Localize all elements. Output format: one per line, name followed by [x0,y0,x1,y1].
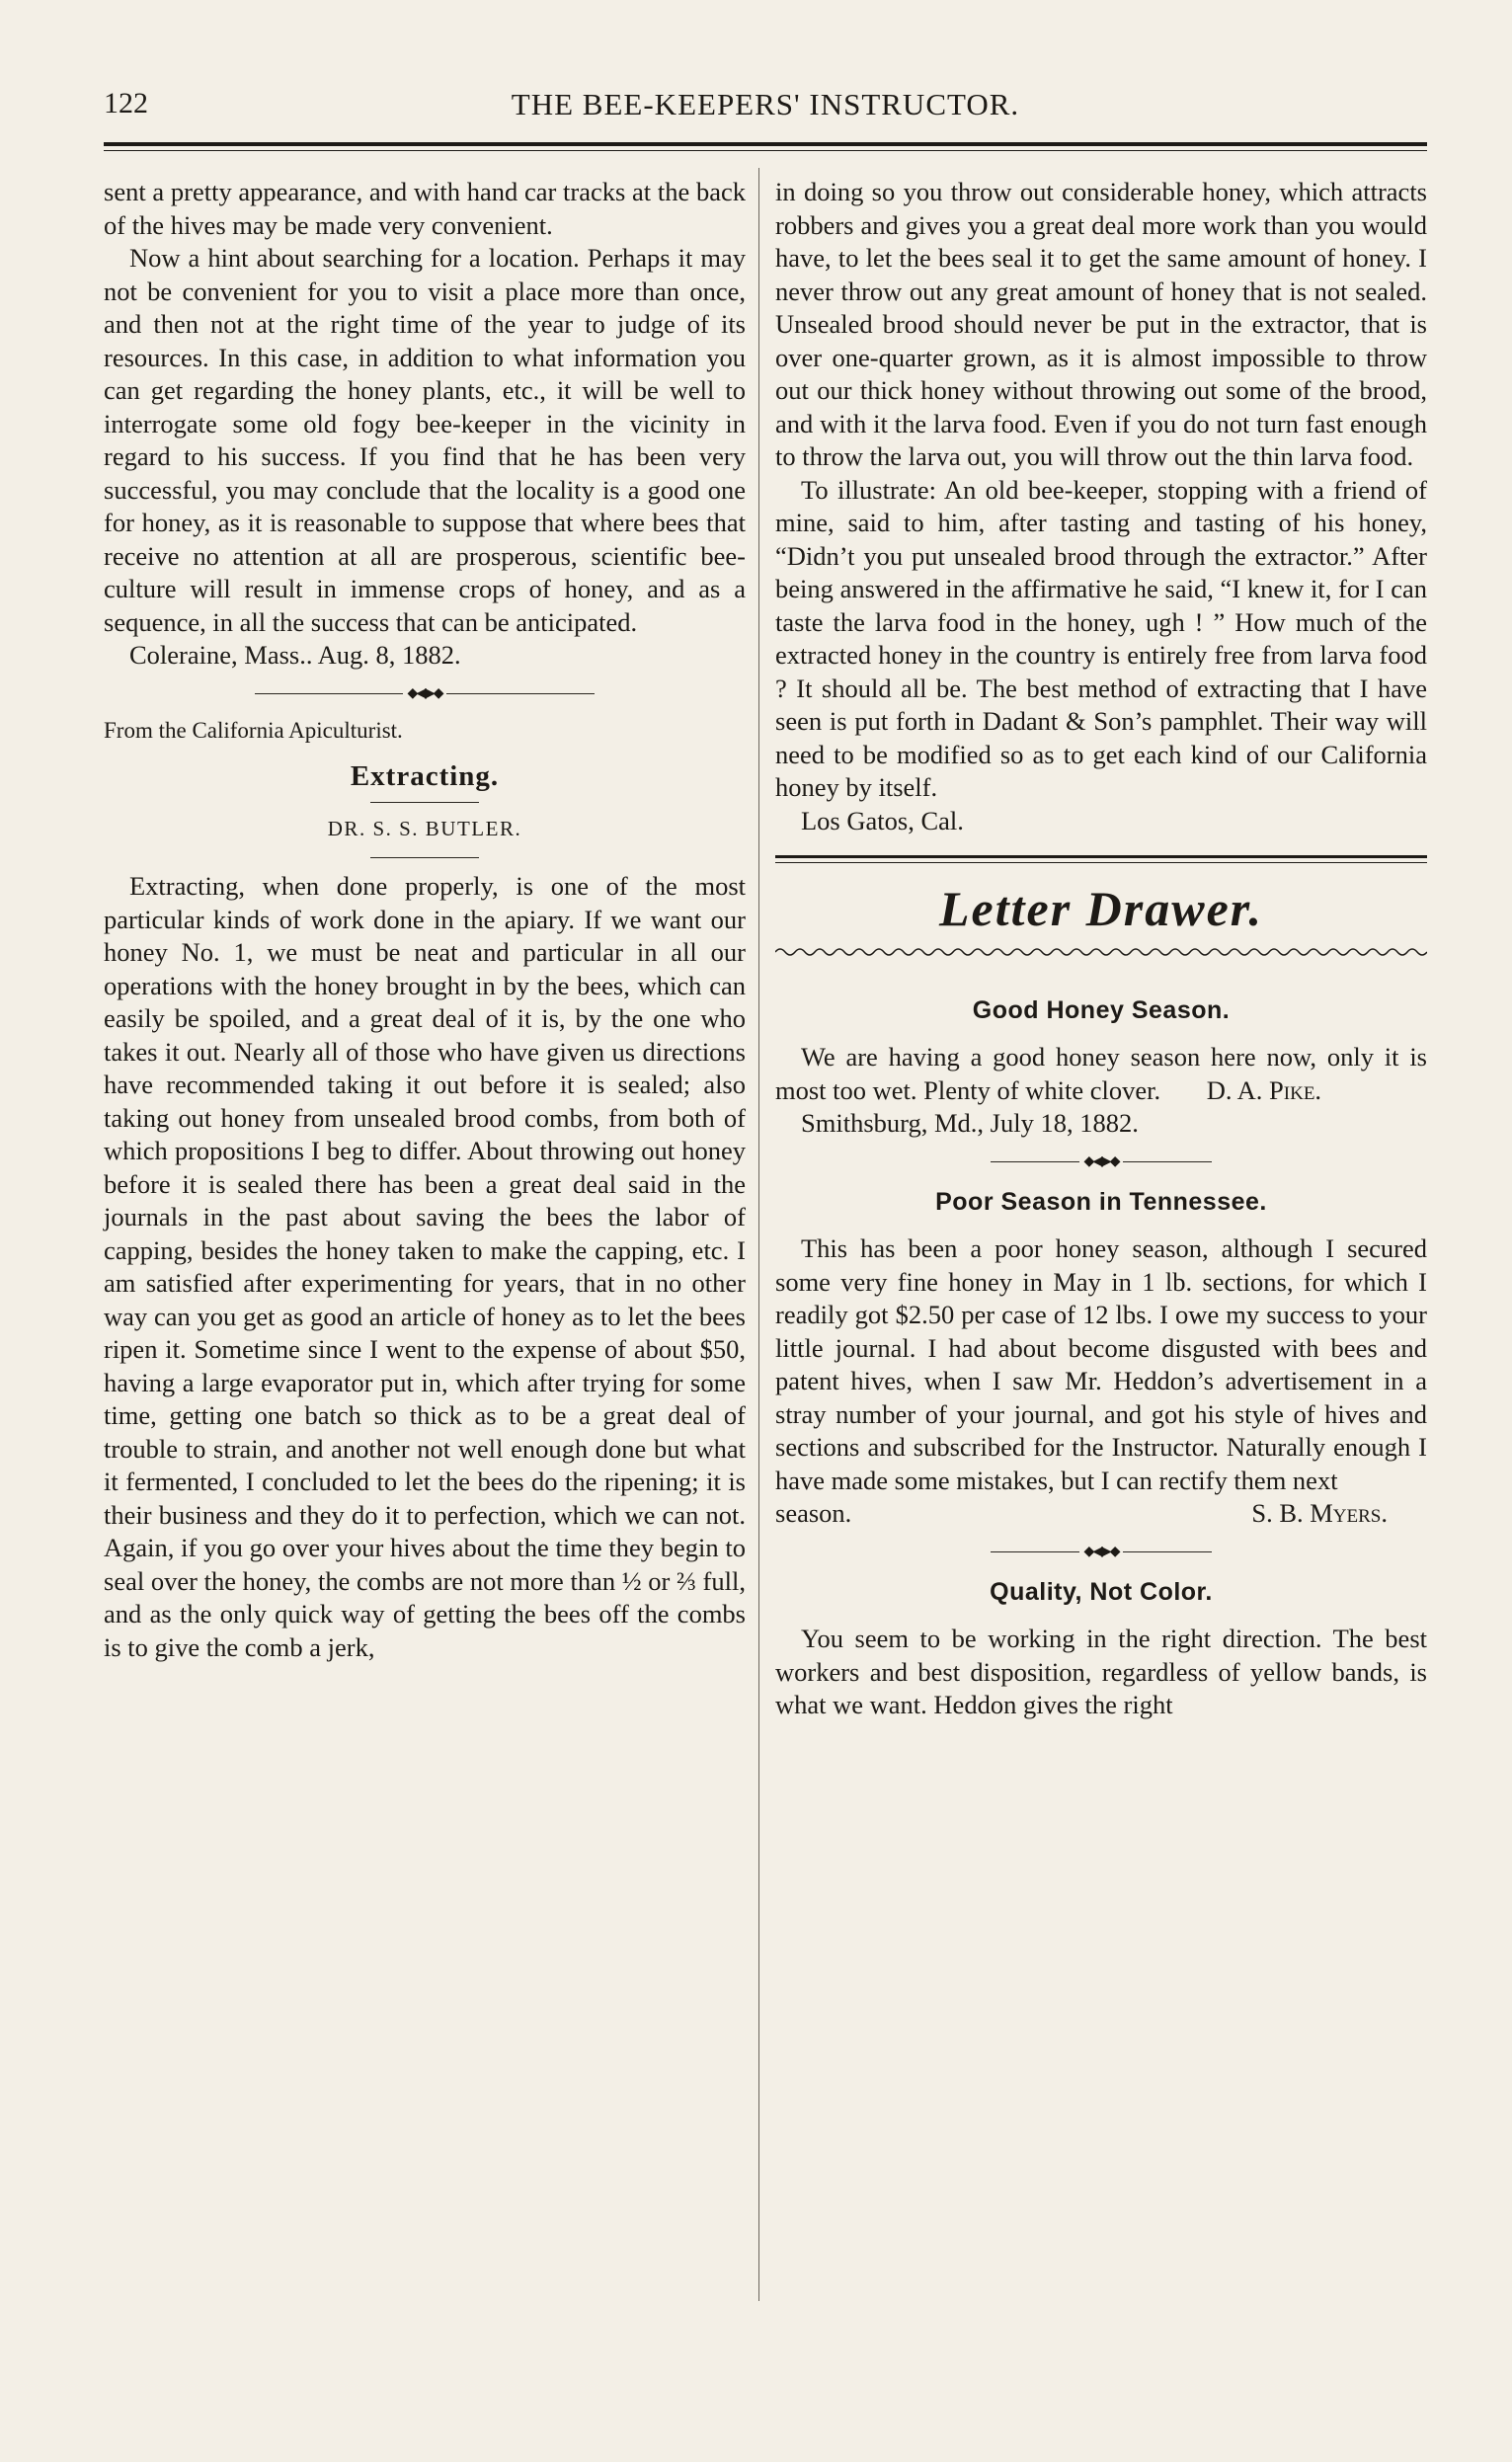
title-rule [370,802,479,803]
letter-last-line: season. [775,1498,852,1528]
section-title: Letter Drawer. [939,881,1263,936]
byline: DR. S. S. BUTLER. [327,816,522,840]
letter-signature: S. B. Myers. [1251,1498,1388,1528]
paragraph: sent a pretty appearance, and with hand car tracks at the back of the hives may be made very convenient. [104,177,746,240]
paragraph: Extracting, when done properly, is one of the most particular kinds of work done in the apiary. If we want our honey No. 1, we must be neat and particular in all our operations with the honey brought in by the bees, which can easily be spoiled, and a great deal of it is, by the one who takes it out. Nearly all of those who have given us directions have recommended taking it out before it is sealed; also taking out honey from unsealed brood combs, from both of which propositions I beg to differ. About throwing out honey before it is sealed there has been a great deal said in the journals in the past about saving the bees the labor of capping, besides the honey taken to make the capping, etc. I am satisfied after experimenting for years, that in no other way can you get as good an article of honey as to let the bees ripen it. Sometime since I went to the expense of about $50, having a large evaporator put in, which after trying for some time, getting one batch so thick as to be a great deal of trouble to strain, and another not well enough done but what it fermented, I concluded to let the bees do the ripening; it is their business and they do it to perfection, which we can not. Again, if you go over your hives about the time they begin to seal over the honey, the combs are not more than ½ or ⅔ full, and as the only quick way of getting the bees off the combs is to give the comb a jerk, [104,871,746,1662]
letter-heading: Quality, Not Color. [990,1577,1213,1606]
running-title: THE BEE-KEEPERS' INSTRUCTOR. [511,87,1020,121]
letter-body: We are having a good honey season here now, only it is most too wet. Plenty of white clover. D. A. Pike. [775,1042,1427,1105]
left-column [104,176,746,1664]
letter-heading: Good Honey Season. [972,995,1231,1024]
byline-rule [370,857,479,858]
column-divider [758,168,759,2301]
letter-body: You seem to be working in the right direction. The best workers and best disposition, regardless of yellow bands, is what we want. Heddon gives the right [775,1624,1427,1719]
section-rule-thick [775,855,1427,858]
paragraph: in doing so you throw out considerable honey, which attracts robbers and gives you a great deal more work than you would have, to let the bees seal it to get the same amount of honey. I never throw out any great amount of honey that is not sealed. Unsealed brood should never be put in the extractor, that is over one-quarter grown, as it is almost impossible to throw out our thick honey without throwing out some of the brood, and with it the larva food. Even if you do not turn fast enough to throw the larva out, you will throw out the thin larva food. [775,177,1427,471]
letter-body: This has been a poor honey season, although I secured some very fine honey in May in 1 lb. sections, for which I readily got $2.50 per case of 12 lbs. I owe my success to your little journal. I had about become disgusted with bees and patent hives, when I saw Mr. Heddon’s advertisement in a stray number of your journal, and got his style of hives and sections and subscribed for the Instructor. Naturally enough I have made some mistakes, but I can rectify them next [775,1233,1427,1495]
header-rule-thick [104,142,1427,146]
section-rule-thin [775,862,1427,863]
ornament-divider: ◆◀▶◆ [775,1152,1427,1172]
ornament-divider: ◆◀▶◆ [104,684,746,704]
page-header [104,87,1427,126]
article-title: Extracting. [350,760,500,792]
letter-signature-line [775,1497,1427,1531]
source-credit: From the California Apiculturist. [104,717,403,743]
letter-heading: Poor Season in Tennessee. [935,1187,1267,1216]
right-column [775,176,1427,1722]
wavy-rule [775,946,1427,958]
dateline: Los Gatos, Cal. [801,805,964,835]
header-rule-thin [104,150,1427,151]
letter-signature: D. A. Pike. [1206,1074,1322,1105]
dateline: Coleraine, Mass.. Aug. 8, 1882. [129,640,461,670]
paragraph: To illustrate: An old bee-keeper, stopping with a friend of mine, said to him, after tasting and tasting of his honey, “Didn’t you put unsealed brood through the extractor.” After being answered in the affirmative he said, “I knew it, for I can taste the larva food in the honey, ugh ! ” How much of the extracted honey in the country is entirely free from larva food ? It should all be. The best method of extracting that I have seen is put forth in Dadant & Son’s pamphlet. Their way will need to be modified so as to get each kind of our California honey by itself. [775,474,1427,802]
dateline: Smithsburg, Md., July 18, 1882. [801,1108,1139,1138]
paragraph: Now a hint about searching for a location. Perhaps it may not be convenient for you to visit a place more than once, and then not at the right time of the year to judge of its resources. In this case, in addition to what information you can get regarding the honey plants, etc., it will be well to interrogate some old fogy bee-keeper in the vicinity in regard to his success. If you find that he has been very successful, you may conclude that the locality is a good one for honey, as it is reasonable to suppose that where bees that receive no attention at all are prosperous, scientific bee-culture will result in immense crops of honey, and as a sequence, in all the success that can be anticipated. [104,243,746,637]
ornament-divider: ◆◀▶◆ [775,1543,1427,1562]
page-number: 122 [104,87,148,119]
